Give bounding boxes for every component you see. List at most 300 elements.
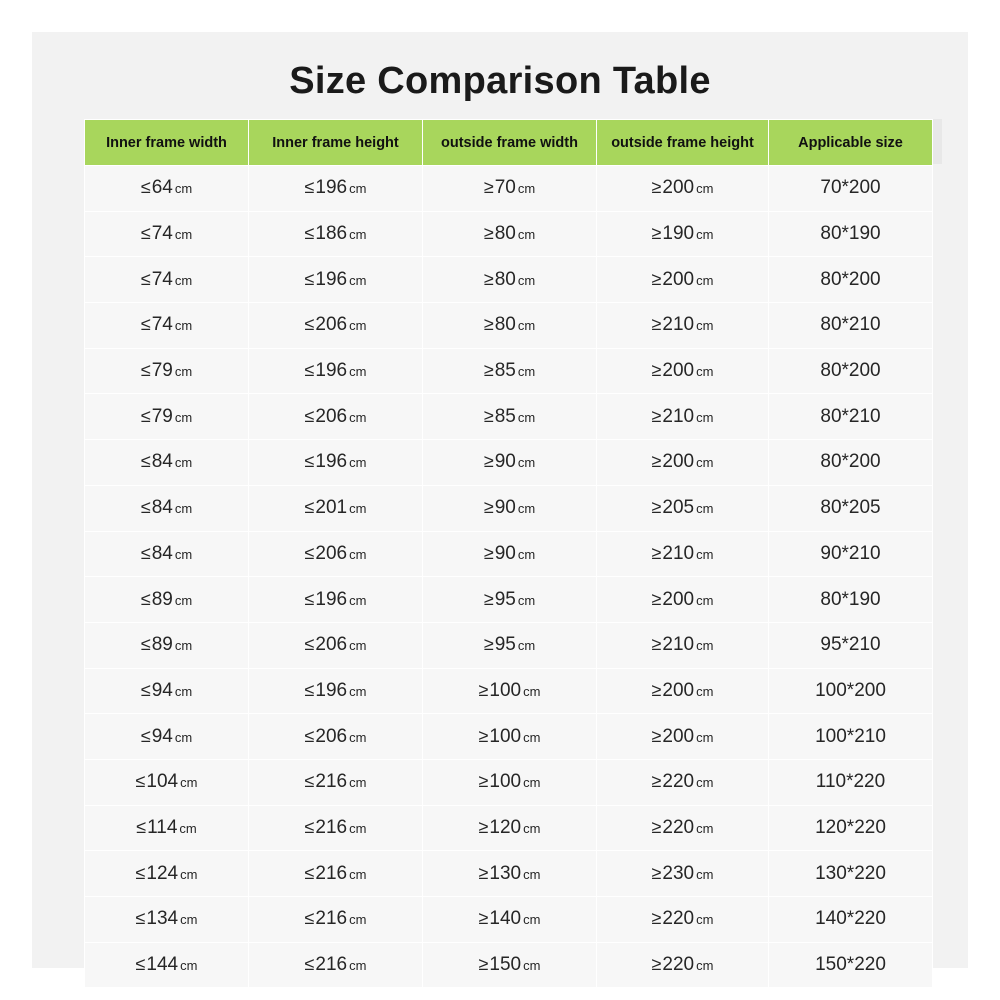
comparison-operator: ≤	[304, 451, 315, 472]
comparison-operator: ≤	[304, 542, 315, 563]
cell-inner-frame-width	[85, 805, 249, 851]
cell-outside-frame-width	[423, 531, 597, 577]
measurement-unit: cm	[696, 592, 714, 608]
comparison-operator: ≥	[651, 405, 662, 426]
measurement-value: 140	[489, 908, 522, 930]
comparison-operator: ≥	[483, 497, 494, 518]
size-comparison-table	[84, 119, 933, 988]
comparison-operator: ≥	[483, 451, 494, 472]
comparison-operator: ≤	[140, 223, 151, 244]
measurement-unit: cm	[349, 958, 367, 974]
table-row	[85, 531, 933, 577]
measurement-unit: cm	[349, 638, 367, 654]
measurement-value: 210	[662, 542, 695, 564]
measurement-unit: cm	[517, 592, 536, 608]
measurement-value: 201	[315, 497, 348, 519]
cell-applicable-size	[769, 531, 933, 577]
cell-outside-frame-width	[423, 440, 597, 486]
measurement-unit: cm	[523, 820, 541, 836]
measurement-value: 85	[494, 405, 516, 427]
cell-inner-frame-width	[85, 668, 249, 714]
measurement-unit: cm	[696, 318, 714, 334]
header-row-edge	[932, 119, 942, 164]
cell-applicable-size	[769, 668, 933, 714]
measurement-unit: cm	[696, 683, 714, 699]
cell-inner-frame-height	[249, 622, 423, 668]
measurement-unit: cm	[174, 592, 193, 608]
applicable-size-value: 80*190	[820, 588, 881, 610]
cell-inner-frame-height	[249, 211, 423, 257]
measurement-value: 200	[662, 451, 695, 473]
measurement-value: 64	[151, 177, 173, 199]
cell-outside-frame-height	[597, 257, 769, 303]
measurement-unit: cm	[180, 958, 198, 974]
measurement-value: 196	[315, 451, 348, 473]
measurement-value: 220	[662, 816, 695, 838]
measurement-unit: cm	[349, 409, 367, 425]
measurement-value: 84	[151, 542, 173, 564]
measurement-unit: cm	[174, 683, 193, 699]
cell-inner-frame-height	[249, 348, 423, 394]
measurement-unit: cm	[517, 638, 536, 654]
measurement-value: 200	[662, 588, 695, 610]
table-row	[85, 485, 933, 531]
comparison-operator: ≥	[651, 451, 662, 472]
measurement-value: 70	[494, 177, 516, 199]
table-row	[85, 897, 933, 943]
cell-applicable-size	[769, 257, 933, 303]
applicable-size-value: 80*190	[820, 223, 881, 245]
comparison-operator: ≥	[483, 405, 494, 426]
measurement-value: 94	[151, 679, 173, 701]
measurement-value: 120	[489, 816, 522, 838]
comparison-operator: ≤	[140, 634, 151, 655]
applicable-size-value: 120*220	[815, 816, 886, 838]
measurement-unit: cm	[349, 866, 367, 882]
measurement-value: 216	[315, 771, 348, 793]
measurement-unit: cm	[180, 775, 198, 791]
measurement-unit: cm	[523, 866, 541, 882]
cell-outside-frame-width	[423, 166, 597, 212]
measurement-value: 196	[315, 268, 348, 290]
cell-inner-frame-width	[85, 577, 249, 623]
comparison-operator: ≥	[651, 542, 662, 563]
measurement-value: 100	[489, 725, 522, 747]
measurement-value: 74	[151, 314, 173, 336]
measurement-unit: cm	[174, 227, 193, 243]
cell-inner-frame-width	[85, 622, 249, 668]
measurement-unit: cm	[174, 318, 193, 334]
cell-outside-frame-width	[423, 485, 597, 531]
measurement-unit: cm	[517, 227, 536, 243]
table-body	[85, 166, 933, 988]
measurement-value: 124	[146, 862, 179, 884]
measurement-unit: cm	[696, 866, 714, 882]
cell-outside-frame-width	[423, 759, 597, 805]
comparison-operator: ≤	[304, 268, 315, 289]
cell-outside-frame-height	[597, 394, 769, 440]
cell-outside-frame-width	[423, 942, 597, 988]
comparison-operator: ≥	[651, 908, 662, 929]
measurement-unit: cm	[523, 912, 541, 928]
comparison-operator: ≥	[651, 816, 662, 837]
measurement-value: 90	[494, 451, 516, 473]
measurement-value: 134	[146, 908, 179, 930]
cell-inner-frame-width	[85, 897, 249, 943]
measurement-value: 216	[315, 862, 348, 884]
applicable-size-value: 95*210	[820, 634, 881, 656]
comparison-operator: ≥	[651, 223, 662, 244]
cell-outside-frame-height	[597, 714, 769, 760]
cell-outside-frame-height	[597, 622, 769, 668]
measurement-value: 74	[151, 268, 173, 290]
measurement-unit: cm	[180, 912, 198, 928]
comparison-operator: ≥	[651, 177, 662, 198]
measurement-unit: cm	[523, 958, 541, 974]
table-header-row	[85, 120, 933, 166]
cell-inner-frame-height	[249, 166, 423, 212]
table-row	[85, 942, 933, 988]
cell-outside-frame-height	[597, 897, 769, 943]
table-container	[84, 119, 932, 988]
applicable-size-value: 140*220	[815, 908, 886, 930]
comparison-operator: ≥	[651, 497, 662, 518]
measurement-value: 100	[489, 679, 522, 701]
cell-outside-frame-height	[597, 759, 769, 805]
comparison-operator: ≥	[651, 771, 662, 792]
measurement-value: 210	[662, 405, 695, 427]
cell-inner-frame-width	[85, 211, 249, 257]
measurement-unit: cm	[349, 820, 367, 836]
comparison-operator: ≤	[140, 314, 151, 335]
measurement-unit: cm	[349, 364, 367, 380]
cell-inner-frame-height	[249, 714, 423, 760]
comparison-operator: ≥	[651, 588, 662, 609]
table-header	[85, 120, 933, 166]
applicable-size-value: 80*200	[820, 451, 881, 473]
measurement-value: 95	[494, 588, 516, 610]
cell-applicable-size	[769, 303, 933, 349]
measurement-unit: cm	[349, 272, 367, 288]
measurement-unit: cm	[696, 272, 714, 288]
measurement-value: 130	[489, 862, 522, 884]
measurement-value: 196	[315, 177, 348, 199]
measurement-value: 100	[489, 771, 522, 793]
comparison-operator: ≤	[140, 405, 151, 426]
cell-inner-frame-height	[249, 577, 423, 623]
cell-outside-frame-width	[423, 257, 597, 303]
table-row	[85, 394, 933, 440]
comparison-operator: ≥	[483, 542, 494, 563]
measurement-value: 196	[315, 679, 348, 701]
cell-applicable-size	[769, 759, 933, 805]
cell-outside-frame-height	[597, 166, 769, 212]
measurement-unit: cm	[517, 181, 536, 197]
cell-applicable-size	[769, 394, 933, 440]
measurement-value: 200	[662, 360, 695, 382]
comparison-operator: ≤	[304, 908, 315, 929]
comparison-operator: ≤	[140, 497, 151, 518]
measurement-value: 80	[494, 314, 516, 336]
cell-applicable-size	[769, 622, 933, 668]
measurement-value: 196	[315, 588, 348, 610]
comparison-operator: ≥	[478, 954, 489, 975]
comparison-operator: ≤	[304, 223, 315, 244]
comparison-operator: ≤	[140, 725, 151, 746]
comparison-operator: ≥	[483, 223, 494, 244]
comparison-operator: ≤	[140, 679, 151, 700]
cell-applicable-size	[769, 577, 933, 623]
comparison-operator: ≤	[304, 816, 315, 837]
comparison-operator: ≥	[651, 862, 662, 883]
comparison-operator: ≥	[478, 816, 489, 837]
measurement-value: 190	[662, 223, 695, 245]
comparison-operator: ≤	[140, 451, 151, 472]
measurement-value: 79	[151, 360, 173, 382]
measurement-unit: cm	[696, 546, 714, 562]
table-row	[85, 714, 933, 760]
comparison-operator: ≥	[478, 771, 489, 792]
measurement-unit: cm	[696, 455, 714, 471]
measurement-value: 80	[494, 223, 516, 245]
cell-inner-frame-height	[249, 851, 423, 897]
cell-outside-frame-width	[423, 668, 597, 714]
cell-applicable-size	[769, 440, 933, 486]
comparison-operator: ≤	[304, 405, 315, 426]
measurement-unit: cm	[517, 409, 536, 425]
measurement-unit: cm	[349, 592, 367, 608]
comparison-operator: ≤	[135, 908, 146, 929]
measurement-unit: cm	[517, 546, 536, 562]
table-row	[85, 348, 933, 394]
cell-outside-frame-height	[597, 531, 769, 577]
comparison-operator: ≥	[651, 314, 662, 335]
size-chart-panel	[32, 32, 968, 976]
cell-outside-frame-height	[597, 348, 769, 394]
cell-outside-frame-width	[423, 897, 597, 943]
measurement-unit: cm	[174, 546, 193, 562]
measurement-unit: cm	[696, 638, 714, 654]
measurement-value: 210	[662, 634, 695, 656]
measurement-unit: cm	[696, 227, 714, 243]
measurement-value: 220	[662, 954, 695, 976]
measurement-unit: cm	[174, 729, 193, 745]
cell-outside-frame-height	[597, 211, 769, 257]
comparison-operator: ≥	[483, 314, 494, 335]
cell-applicable-size	[769, 166, 933, 212]
measurement-unit: cm	[349, 546, 367, 562]
measurement-unit: cm	[523, 729, 541, 745]
cell-outside-frame-height	[597, 485, 769, 531]
cell-outside-frame-width	[423, 348, 597, 394]
cell-inner-frame-height	[249, 759, 423, 805]
comparison-operator: ≥	[483, 634, 494, 655]
table-row	[85, 211, 933, 257]
column-header-inner-frame-height: Inner frame height	[249, 120, 423, 166]
measurement-value: 85	[494, 360, 516, 382]
cell-inner-frame-height	[249, 394, 423, 440]
measurement-unit: cm	[696, 820, 714, 836]
comparison-operator: ≥	[478, 725, 489, 746]
cell-inner-frame-width	[85, 166, 249, 212]
comparison-operator: ≤	[135, 771, 146, 792]
measurement-unit: cm	[523, 775, 541, 791]
measurement-value: 205	[662, 497, 695, 519]
measurement-value: 216	[315, 908, 348, 930]
applicable-size-value: 130*220	[815, 862, 886, 884]
measurement-unit: cm	[349, 912, 367, 928]
measurement-unit: cm	[349, 729, 367, 745]
cell-inner-frame-height	[249, 805, 423, 851]
cell-outside-frame-width	[423, 805, 597, 851]
comparison-operator: ≤	[140, 542, 151, 563]
measurement-value: 200	[662, 177, 695, 199]
comparison-operator: ≥	[483, 268, 494, 289]
measurement-unit: cm	[174, 501, 193, 517]
measurement-value: 210	[662, 314, 695, 336]
measurement-unit: cm	[174, 364, 193, 380]
measurement-value: 84	[151, 497, 173, 519]
table-row	[85, 668, 933, 714]
comparison-operator: ≤	[304, 177, 315, 198]
cell-inner-frame-width	[85, 851, 249, 897]
measurement-value: 220	[662, 771, 695, 793]
measurement-unit: cm	[696, 729, 714, 745]
cell-inner-frame-height	[249, 485, 423, 531]
cell-applicable-size	[769, 348, 933, 394]
measurement-unit: cm	[180, 866, 198, 882]
cell-applicable-size	[769, 851, 933, 897]
table-row	[85, 577, 933, 623]
measurement-value: 230	[662, 862, 695, 884]
table-row	[85, 805, 933, 851]
measurement-value: 200	[662, 268, 695, 290]
applicable-size-value: 80*200	[820, 268, 881, 290]
measurement-value: 74	[151, 223, 173, 245]
cell-inner-frame-width	[85, 942, 249, 988]
applicable-size-value: 80*210	[820, 314, 881, 336]
measurement-value: 114	[147, 816, 178, 838]
table-row	[85, 759, 933, 805]
cell-outside-frame-width	[423, 851, 597, 897]
comparison-operator: ≥	[478, 862, 489, 883]
comparison-operator: ≤	[140, 177, 151, 198]
comparison-operator: ≤	[304, 771, 315, 792]
page-title: Size Comparison Table	[289, 60, 711, 102]
measurement-unit: cm	[696, 958, 714, 974]
measurement-value: 104	[146, 771, 179, 793]
applicable-size-value: 70*200	[820, 177, 881, 199]
measurement-value: 90	[494, 542, 516, 564]
measurement-value: 84	[151, 451, 173, 473]
comparison-operator: ≥	[478, 679, 489, 700]
cell-outside-frame-height	[597, 851, 769, 897]
applicable-size-value: 80*210	[820, 405, 881, 427]
cell-inner-frame-height	[249, 897, 423, 943]
comparison-operator: ≤	[140, 588, 151, 609]
measurement-unit: cm	[349, 775, 367, 791]
table-row	[85, 257, 933, 303]
applicable-size-value: 80*200	[820, 360, 881, 382]
cell-inner-frame-width	[85, 394, 249, 440]
column-header-inner-frame-width: Inner frame width	[85, 120, 249, 166]
comparison-operator: ≥	[483, 177, 494, 198]
column-header-outside-frame-width: outside frame width	[423, 120, 597, 166]
measurement-unit: cm	[174, 181, 193, 197]
cell-outside-frame-height	[597, 577, 769, 623]
cell-inner-frame-width	[85, 485, 249, 531]
measurement-unit: cm	[179, 820, 197, 836]
cell-inner-frame-width	[85, 531, 249, 577]
cell-applicable-size	[769, 714, 933, 760]
cell-applicable-size	[769, 211, 933, 257]
measurement-unit: cm	[517, 364, 536, 380]
table-row	[85, 440, 933, 486]
measurement-value: 186	[315, 223, 348, 245]
comparison-operator: ≥	[651, 679, 662, 700]
measurement-value: 89	[151, 588, 173, 610]
comparison-operator: ≤	[136, 816, 147, 837]
measurement-value: 144	[146, 954, 179, 976]
applicable-size-value: 150*220	[815, 954, 886, 976]
cell-inner-frame-width	[85, 440, 249, 486]
measurement-value: 206	[315, 542, 348, 564]
measurement-value: 150	[489, 954, 522, 976]
applicable-size-value: 90*210	[820, 542, 881, 564]
comparison-operator: ≥	[651, 268, 662, 289]
comparison-operator: ≤	[304, 634, 315, 655]
measurement-unit: cm	[349, 181, 367, 197]
measurement-value: 79	[151, 405, 173, 427]
measurement-unit: cm	[349, 501, 367, 517]
cell-inner-frame-width	[85, 257, 249, 303]
comparison-operator: ≥	[651, 954, 662, 975]
measurement-unit: cm	[696, 775, 714, 791]
comparison-operator: ≥	[651, 725, 662, 746]
measurement-value: 80	[494, 268, 516, 290]
comparison-operator: ≥	[478, 908, 489, 929]
table-row	[85, 622, 933, 668]
measurement-unit: cm	[696, 912, 714, 928]
cell-outside-frame-width	[423, 394, 597, 440]
measurement-unit: cm	[174, 409, 193, 425]
column-header-applicable-size: Applicable size	[769, 120, 933, 166]
comparison-operator: ≥	[483, 588, 494, 609]
measurement-value: 94	[151, 725, 173, 747]
cell-inner-frame-height	[249, 531, 423, 577]
measurement-unit: cm	[174, 272, 193, 288]
comparison-operator: ≤	[304, 360, 315, 381]
cell-outside-frame-width	[423, 577, 597, 623]
cell-outside-frame-width	[423, 211, 597, 257]
cell-outside-frame-height	[597, 303, 769, 349]
comparison-operator: ≤	[135, 954, 146, 975]
applicable-size-value: 80*205	[820, 497, 881, 519]
measurement-unit: cm	[517, 318, 536, 334]
measurement-unit: cm	[349, 455, 367, 471]
cell-applicable-size	[769, 942, 933, 988]
cell-applicable-size	[769, 805, 933, 851]
comparison-operator: ≤	[304, 954, 315, 975]
measurement-unit: cm	[517, 272, 536, 288]
comparison-operator: ≥	[651, 360, 662, 381]
comparison-operator: ≤	[304, 314, 315, 335]
measurement-value: 89	[151, 634, 173, 656]
cell-outside-frame-height	[597, 942, 769, 988]
comparison-operator: ≤	[304, 862, 315, 883]
cell-inner-frame-width	[85, 348, 249, 394]
comparison-operator: ≤	[135, 862, 146, 883]
